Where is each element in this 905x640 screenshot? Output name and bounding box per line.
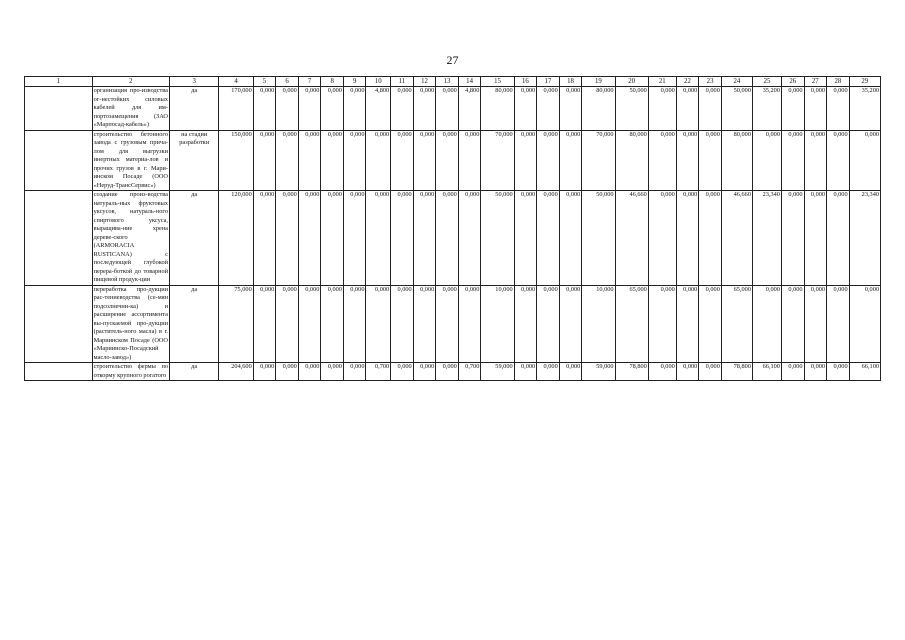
row-number-cell	[25, 191, 93, 286]
value-cell: 0,000	[648, 130, 676, 191]
value-cell: 70,000	[481, 130, 514, 191]
value-cell: 0,000	[298, 87, 321, 131]
status-cell: да	[169, 87, 218, 131]
value-cell: 0,000	[514, 363, 537, 381]
row-number-cell	[25, 87, 93, 131]
value-cell: 0,000	[752, 130, 781, 191]
row-number-cell	[25, 363, 93, 381]
value-cell: 0,000	[827, 191, 850, 286]
value-cell: 0,000	[514, 130, 537, 191]
value-cell: 0,000	[298, 130, 321, 191]
value-cell: 0,000	[436, 87, 459, 131]
value-cell: 0,000	[436, 285, 459, 363]
value-cell: 0,000	[436, 191, 459, 286]
column-number-header: 16	[514, 77, 537, 87]
value-cell: 0,000	[343, 363, 366, 381]
value-cell: 0,000	[391, 87, 414, 131]
value-cell: 50,000	[721, 87, 752, 131]
project-name-cell: создание произ-водства натураль-ных фруктовых уксусов, натураль-ного спиртового уксуса, выращива-ние хрена дереве-ского (ARMORACIA RUSTICANA) с последующей глубокой перера-боткой до товарной пищевой продук-ции	[93, 191, 168, 284]
value-cell: 170,000	[219, 87, 253, 131]
value-cell: 46,660	[615, 191, 648, 286]
value-cell: 80,000	[615, 130, 648, 191]
page-number: 27	[446, 53, 459, 67]
value-cell: 0,000	[676, 87, 699, 131]
value-cell: 0,000	[559, 285, 582, 363]
value-cell: 0,000	[458, 285, 481, 363]
value-cell: 0,000	[321, 363, 344, 381]
value-cell: 0,000	[804, 191, 827, 286]
value-cell: 0,000	[559, 191, 582, 286]
value-cell: 0,000	[343, 191, 366, 286]
table-row	[25, 285, 881, 363]
column-number-header: 22	[676, 77, 699, 87]
value-cell: 0,000	[321, 130, 344, 191]
value-cell: 46,660	[721, 191, 752, 286]
value-cell: 0,000	[699, 191, 722, 286]
status-cell: да	[169, 285, 218, 363]
column-number-header: 29	[849, 77, 880, 87]
value-cell: 80,000	[481, 87, 514, 131]
value-cell: 78,800	[721, 363, 752, 381]
column-number-header: 28	[827, 77, 850, 87]
value-cell: 80,000	[582, 87, 615, 131]
column-number-header: 9	[343, 77, 366, 87]
value-cell: 0,000	[676, 285, 699, 363]
column-number-header: 10	[366, 77, 391, 87]
value-cell: 0,000	[781, 87, 804, 131]
value-cell: 0,000	[804, 363, 827, 381]
value-cell: 0,000	[537, 285, 560, 363]
column-number-header: 8	[321, 77, 344, 87]
value-cell: 0,000	[391, 130, 414, 191]
value-cell: 0,000	[752, 285, 781, 363]
value-cell: 66,100	[849, 363, 880, 381]
column-number-header: 1	[25, 77, 93, 87]
value-cell: 50,000	[582, 191, 615, 286]
value-cell: 0,000	[648, 285, 676, 363]
status-cell: да	[169, 363, 218, 381]
column-number-header: 21	[648, 77, 676, 87]
value-cell: 50,000	[615, 87, 648, 131]
value-cell: 0,000	[253, 363, 276, 381]
column-number-header: 14	[458, 77, 481, 87]
value-cell: 75,000	[219, 285, 253, 363]
value-cell: 0,000	[343, 87, 366, 131]
value-cell: 0,000	[413, 130, 436, 191]
value-cell: 0,000	[648, 363, 676, 381]
value-cell: 0,000	[827, 363, 850, 381]
value-cell: 10,000	[481, 285, 514, 363]
value-cell: 0,000	[413, 87, 436, 131]
value-cell: 0,000	[781, 285, 804, 363]
value-cell: 0,000	[321, 87, 344, 131]
value-cell: 50,000	[481, 191, 514, 286]
column-number-header: 6	[276, 77, 299, 87]
value-cell: 0,000	[676, 130, 699, 191]
value-cell: 0,000	[276, 363, 299, 381]
value-cell: 35,200	[849, 87, 880, 131]
value-cell: 0,000	[391, 191, 414, 286]
value-cell: 0,000	[559, 87, 582, 131]
value-cell: 0,000	[343, 130, 366, 191]
value-cell: 120,000	[219, 191, 253, 286]
value-cell: 0,000	[827, 285, 850, 363]
column-number-header: 7	[298, 77, 321, 87]
value-cell: 0,000	[676, 363, 699, 381]
value-cell: 0,700	[458, 363, 481, 381]
value-cell: 59,000	[481, 363, 514, 381]
column-number-header: 24	[721, 77, 752, 87]
value-cell: 0,000	[648, 87, 676, 131]
value-cell: 0,000	[699, 285, 722, 363]
column-number-header: 25	[752, 77, 781, 87]
value-cell: 0,000	[343, 285, 366, 363]
status-cell: на стадии разработки	[169, 130, 218, 191]
value-cell: 23,340	[849, 191, 880, 286]
column-number-header: 2	[92, 77, 169, 87]
column-number-header: 27	[804, 77, 827, 87]
value-cell: 0,000	[366, 130, 391, 191]
status-cell: да	[169, 191, 218, 286]
value-cell: 0,000	[413, 285, 436, 363]
column-number-header: 23	[699, 77, 722, 87]
value-cell: 70,000	[582, 130, 615, 191]
value-cell: 0,000	[253, 191, 276, 286]
project-name-cell: организация про-изводства ог-нестойких силовых кабелей для им-портозамещения (ЗАО «Марпосад-кабель»)	[93, 87, 168, 129]
value-cell: 204,600	[219, 363, 253, 381]
column-number-header: 11	[391, 77, 414, 87]
value-cell: 0,000	[699, 130, 722, 191]
value-cell: 0,000	[413, 191, 436, 286]
value-cell: 0,000	[276, 191, 299, 286]
value-cell: 0,000	[276, 87, 299, 131]
value-cell: 0,000	[458, 130, 481, 191]
table-row	[25, 363, 881, 381]
value-cell: 0,000	[366, 285, 391, 363]
value-cell: 0,000	[537, 191, 560, 286]
value-cell: 0,000	[391, 285, 414, 363]
value-cell: 0,700	[366, 363, 391, 381]
value-cell: 0,000	[781, 363, 804, 381]
value-cell: 0,000	[537, 130, 560, 191]
value-cell: 0,000	[276, 285, 299, 363]
value-cell: 0,000	[559, 130, 582, 191]
table-row	[25, 191, 881, 286]
column-number-header: 4	[219, 77, 253, 87]
table-row	[25, 130, 881, 191]
column-number-header: 15	[481, 77, 514, 87]
project-name-cell: строительство фермы по откорму крупного рогатого	[93, 363, 168, 379]
value-cell: 0,000	[537, 363, 560, 381]
value-cell: 4,800	[458, 87, 481, 131]
column-number-header: 12	[413, 77, 436, 87]
value-cell: 0,000	[849, 130, 880, 191]
column-number-header: 17	[537, 77, 560, 87]
table-row	[25, 87, 881, 131]
value-cell: 78,800	[615, 363, 648, 381]
value-cell: 0,000	[321, 285, 344, 363]
column-number-header: 19	[582, 77, 615, 87]
value-cell: 0,000	[648, 191, 676, 286]
value-cell: 0,000	[514, 87, 537, 131]
value-cell: 80,000	[721, 130, 752, 191]
column-number-header: 18	[559, 77, 582, 87]
value-cell: 0,000	[699, 363, 722, 381]
row-number-cell	[25, 130, 93, 191]
value-cell: 0,000	[514, 191, 537, 286]
row-number-cell	[25, 285, 93, 363]
value-cell: 0,000	[559, 363, 582, 381]
value-cell: 0,000	[781, 191, 804, 286]
value-cell: 0,000	[676, 191, 699, 286]
header-row	[25, 77, 881, 87]
value-cell: 0,000	[298, 285, 321, 363]
value-cell: 0,000	[436, 363, 459, 381]
value-cell: 0,000	[253, 285, 276, 363]
column-number-header: 20	[615, 77, 648, 87]
value-cell: 0,000	[537, 87, 560, 131]
value-cell: 65,000	[615, 285, 648, 363]
value-cell: 0,000	[413, 363, 436, 381]
value-cell: 150,000	[219, 130, 253, 191]
project-name-cell: переработка про-дукции рас-тениеводства (се-мян подсолнечни-ка) и расширение ассортимента вы-пускаемой про-дукции (раститель-ного масла) в г. Мариинском Посаде (ООО «Мариинско-Посадский масло-завод»)	[93, 285, 168, 361]
data-table	[24, 76, 881, 381]
value-cell: 0,000	[458, 191, 481, 286]
value-cell: 0,000	[298, 191, 321, 286]
value-cell: 0,000	[849, 285, 880, 363]
project-name-cell: строительство бетонного завода с грузовым прича-лом для выгрузки инертных материа-лов и прочих грузов в г. Мари-инском Посаде (ООО «Неруд-ТрансСервис»)	[93, 130, 168, 189]
value-cell: 0,000	[699, 87, 722, 131]
value-cell: 0,000	[253, 130, 276, 191]
value-cell: 0,000	[781, 130, 804, 191]
value-cell: 59,000	[582, 363, 615, 381]
value-cell: 10,000	[582, 285, 615, 363]
column-number-header: 13	[436, 77, 459, 87]
column-number-header: 3	[169, 77, 218, 87]
value-cell: 0,000	[804, 130, 827, 191]
value-cell: 0,000	[366, 191, 391, 286]
value-cell: 0,000	[827, 130, 850, 191]
value-cell: 0,000	[804, 285, 827, 363]
value-cell: 23,340	[752, 191, 781, 286]
value-cell: 0,000	[436, 130, 459, 191]
column-number-header: 5	[253, 77, 276, 87]
value-cell: 65,000	[721, 285, 752, 363]
value-cell: 0,000	[514, 285, 537, 363]
value-cell: 66,100	[752, 363, 781, 381]
value-cell: 0,000	[298, 363, 321, 381]
value-cell: 0,000	[391, 363, 414, 381]
value-cell: 0,000	[804, 87, 827, 131]
column-number-header: 26	[781, 77, 804, 87]
value-cell: 0,000	[276, 130, 299, 191]
value-cell: 35,200	[752, 87, 781, 131]
value-cell: 4,800	[366, 87, 391, 131]
value-cell: 0,000	[253, 87, 276, 131]
value-cell: 0,000	[827, 87, 850, 131]
value-cell: 0,000	[321, 191, 344, 286]
